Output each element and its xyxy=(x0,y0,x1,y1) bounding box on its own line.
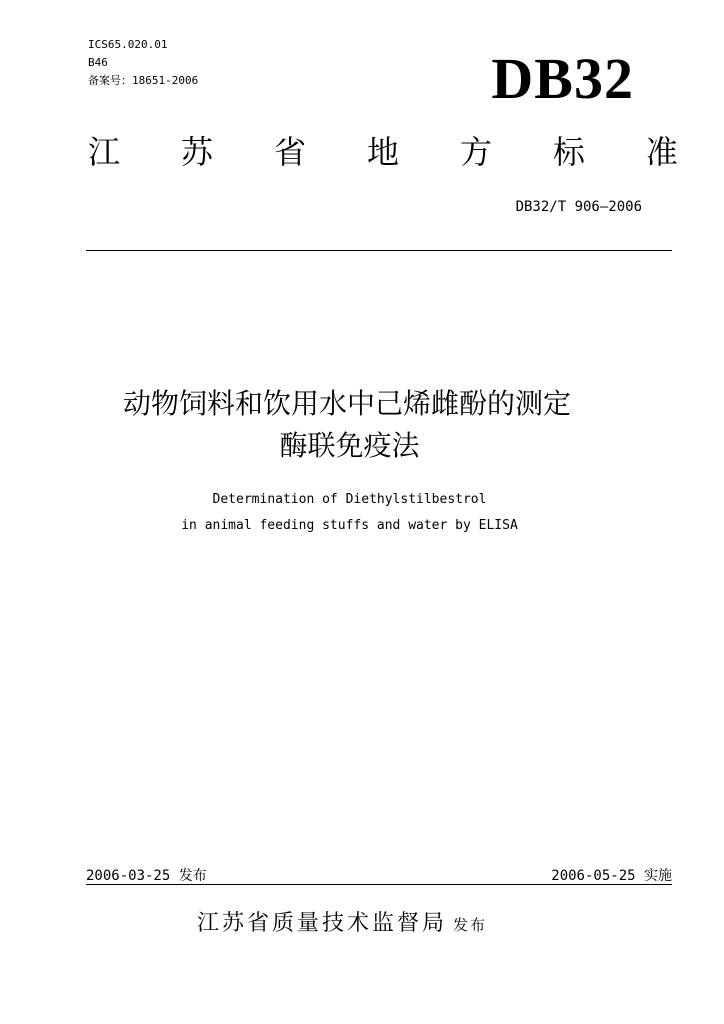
english-title-line1: Determination of Diethylstilbestrol xyxy=(212,492,487,507)
standard-code-logo: DB32 xyxy=(491,46,634,111)
standard-number: DB32/T 906—2006 xyxy=(515,199,642,215)
filing-label: 备案号： xyxy=(88,74,132,87)
filing-number xyxy=(88,74,198,87)
implement-date xyxy=(551,865,672,885)
publisher-action: 发布 xyxy=(453,916,488,934)
issue-date xyxy=(86,865,207,885)
ics-code: ICS65.020.01 xyxy=(88,38,168,51)
clc-code: B46 xyxy=(88,56,108,69)
implement-date-value: 2006-05-25 xyxy=(551,868,636,884)
chinese-title-line2: 酶联免疫法 xyxy=(279,429,420,462)
implement-date-suffix: 实施 xyxy=(644,868,672,884)
standard-type-char: 苏 xyxy=(180,133,213,171)
bottom-divider xyxy=(86,884,672,885)
chinese-title-line1: 动物饲料和饮用水中己烯雌酚的测定 xyxy=(122,387,571,420)
filing-value: 18651-2006 xyxy=(132,74,199,87)
issue-date-suffix: 发布 xyxy=(178,868,207,884)
standard-type-char: 准 xyxy=(645,133,678,171)
standard-type-char: 地 xyxy=(366,133,399,171)
standard-type-title xyxy=(88,132,678,172)
top-divider xyxy=(86,250,672,251)
issue-date-value: 2006-03-25 xyxy=(86,868,171,884)
standard-type-char: 江 xyxy=(88,133,121,171)
publisher xyxy=(0,906,724,937)
standard-type-char: 省 xyxy=(273,133,306,171)
english-title-line2: in animal feeding stuffs and water by ELISA xyxy=(181,518,518,533)
standard-type-char: 标 xyxy=(552,133,585,171)
publisher-name: 江苏省质量技术监督局 xyxy=(196,911,447,936)
standard-type-char: 方 xyxy=(459,133,492,171)
